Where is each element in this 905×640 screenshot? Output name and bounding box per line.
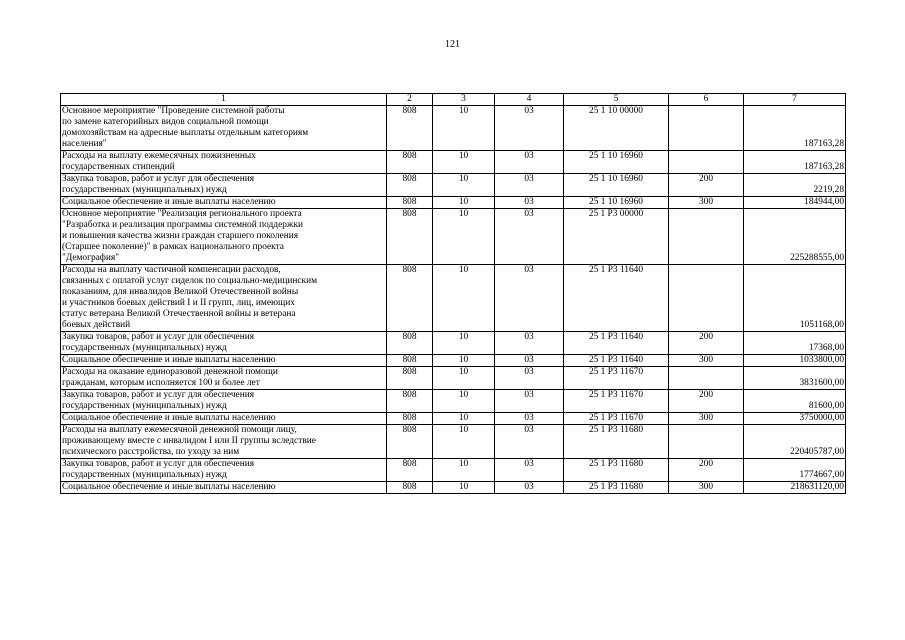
table-header-row — [61, 94, 846, 106]
table-row — [61, 390, 846, 413]
amount-cell: 187163,28 — [744, 106, 846, 151]
target-article-cell: 25 1 10 00000 — [564, 106, 669, 151]
section-cell: 10 — [433, 355, 495, 367]
expense-type-cell — [669, 425, 744, 459]
amount-cell: 1774667,00 — [744, 459, 846, 482]
table-row — [61, 197, 846, 209]
table-row — [61, 174, 846, 197]
table-row — [61, 482, 846, 494]
expense-type-cell — [669, 265, 744, 332]
admin-code-cell: 808 — [387, 390, 433, 413]
amount-cell: 220405787,00 — [744, 425, 846, 459]
table-row — [61, 425, 846, 459]
row-name-cell: Расходы на выплату частичной компенсации расходов, связанных с оплатой услуг сиделок по социально-медицинским показаниям, для инвалидов Великой Отечественной войны и участников боевых действий I и II групп, лиц, имеющих статус ветерана Великой Отечественной войны и ветерана боевых действий — [61, 265, 387, 332]
subsection-cell: 03 — [495, 425, 564, 459]
target-article-cell: 25 1 P3 11670 — [564, 390, 669, 413]
target-article-cell: 25 1 10 16960 — [564, 174, 669, 197]
section-cell: 10 — [433, 265, 495, 332]
amount-cell: 225288555,00 — [744, 209, 846, 265]
row-name-cell: Социальное обеспечение и иные выплаты населению — [61, 413, 387, 425]
target-article-cell: 25 1 P3 11670 — [564, 367, 669, 390]
budget-table — [60, 93, 846, 494]
subsection-cell: 03 — [495, 459, 564, 482]
target-article-cell: 25 1 P3 11680 — [564, 482, 669, 494]
subsection-cell: 03 — [495, 265, 564, 332]
expense-type-cell — [669, 209, 744, 265]
amount-cell: 17368,00 — [744, 332, 846, 355]
amount-cell: 218631120,00 — [744, 482, 846, 494]
section-cell: 10 — [433, 425, 495, 459]
subsection-cell: 03 — [495, 390, 564, 413]
header-cell: 6 — [669, 94, 744, 106]
expense-type-cell: 300 — [669, 482, 744, 494]
expense-type-cell: 200 — [669, 459, 744, 482]
target-article-cell: 25 1 P3 11680 — [564, 425, 669, 459]
section-cell: 10 — [433, 209, 495, 265]
target-article-cell: 25 1 P3 00000 — [564, 209, 669, 265]
section-cell: 10 — [433, 482, 495, 494]
amount-cell: 3831600,00 — [744, 367, 846, 390]
table-row — [61, 355, 846, 367]
amount-cell: 2219,28 — [744, 174, 846, 197]
admin-code-cell: 808 — [387, 482, 433, 494]
row-name-cell: Закупка товаров, работ и услуг для обеспечения государственных (муниципальных) нужд — [61, 332, 387, 355]
section-cell: 10 — [433, 367, 495, 390]
section-cell: 10 — [433, 106, 495, 151]
row-name-cell: Социальное обеспечение и иные выплаты населению — [61, 482, 387, 494]
row-name-cell: Закупка товаров, работ и услуг для обеспечения государственных (муниципальных) нужд — [61, 174, 387, 197]
header-cell: 7 — [744, 94, 846, 106]
admin-code-cell: 808 — [387, 197, 433, 209]
section-cell: 10 — [433, 174, 495, 197]
subsection-cell: 03 — [495, 197, 564, 209]
row-name-cell: Расходы на выплату ежемесячной денежной помощи лицу, проживающему вместе с инвалидом I или II группы вследствие психического расстройства, по уходу за ним — [61, 425, 387, 459]
expense-type-cell: 200 — [669, 332, 744, 355]
target-article-cell: 25 1 10 16960 — [564, 197, 669, 209]
table-row — [61, 151, 846, 174]
expense-type-cell: 300 — [669, 413, 744, 425]
target-article-cell: 25 1 P3 11640 — [564, 355, 669, 367]
section-cell: 10 — [433, 413, 495, 425]
target-article-cell: 25 1 P3 11670 — [564, 413, 669, 425]
amount-cell: 81600,00 — [744, 390, 846, 413]
subsection-cell: 03 — [495, 367, 564, 390]
row-name-cell: Расходы на оказание единоразовой денежной помощи гражданам, которым исполняется 100 и более лет — [61, 367, 387, 390]
header-cell: 5 — [564, 94, 669, 106]
row-name-cell: Социальное обеспечение и иные выплаты населению — [61, 197, 387, 209]
amount-cell: 1051168,00 — [744, 265, 846, 332]
table-row — [61, 367, 846, 390]
header-cell: 2 — [387, 94, 433, 106]
row-name-cell: Основное мероприятие "Реализация регионального проекта "Разработка и реализация программы системной поддержки и повышения качества жизни граждан старшего поколения (Старшее поколение)" в рамках национального проекта "Демография" — [61, 209, 387, 265]
table-row — [61, 459, 846, 482]
target-article-cell: 25 1 P3 11640 — [564, 332, 669, 355]
subsection-cell: 03 — [495, 413, 564, 425]
section-cell: 10 — [433, 459, 495, 482]
expense-type-cell — [669, 367, 744, 390]
expense-type-cell: 200 — [669, 174, 744, 197]
admin-code-cell: 808 — [387, 459, 433, 482]
page-number: 121 — [445, 39, 460, 50]
subsection-cell: 03 — [495, 174, 564, 197]
section-cell: 10 — [433, 151, 495, 174]
admin-code-cell: 808 — [387, 332, 433, 355]
row-name-cell: Социальное обеспечение и иные выплаты населению — [61, 355, 387, 367]
section-cell: 10 — [433, 197, 495, 209]
section-cell: 10 — [433, 332, 495, 355]
admin-code-cell: 808 — [387, 355, 433, 367]
row-name-cell: Закупка товаров, работ и услуг для обеспечения государственных (муниципальных) нужд — [61, 459, 387, 482]
admin-code-cell: 808 — [387, 413, 433, 425]
admin-code-cell: 808 — [387, 367, 433, 390]
expense-type-cell — [669, 106, 744, 151]
subsection-cell: 03 — [495, 355, 564, 367]
row-name-cell: Расходы на выплату ежемесячных пожизненных государственных стипендий — [61, 151, 387, 174]
subsection-cell: 03 — [495, 106, 564, 151]
target-article-cell: 25 1 P3 11680 — [564, 459, 669, 482]
admin-code-cell: 808 — [387, 425, 433, 459]
target-article-cell: 25 1 10 16960 — [564, 151, 669, 174]
header-cell: 3 — [433, 94, 495, 106]
target-article-cell: 25 1 P3 11640 — [564, 265, 669, 332]
table-row — [61, 332, 846, 355]
section-cell: 10 — [433, 390, 495, 413]
expense-type-cell: 300 — [669, 197, 744, 209]
table-row — [61, 265, 846, 332]
table-row — [61, 209, 846, 265]
expense-type-cell: 200 — [669, 390, 744, 413]
amount-cell: 1033800,00 — [744, 355, 846, 367]
amount-cell: 184944,00 — [744, 197, 846, 209]
amount-cell: 3750000,00 — [744, 413, 846, 425]
admin-code-cell: 808 — [387, 265, 433, 332]
subsection-cell: 03 — [495, 482, 564, 494]
admin-code-cell: 808 — [387, 174, 433, 197]
header-cell: 1 — [61, 94, 387, 106]
subsection-cell: 03 — [495, 332, 564, 355]
row-name-cell: Закупка товаров, работ и услуг для обеспечения государственных (муниципальных) нужд — [61, 390, 387, 413]
expense-type-cell — [669, 151, 744, 174]
amount-cell: 187163,28 — [744, 151, 846, 174]
row-name-cell: Основное мероприятие "Проведение системной работы по замене категорийных видов социальной помощи домохозяйствам на адресные выплаты отдельным категориям населения" — [61, 106, 387, 151]
table-row — [61, 106, 846, 151]
subsection-cell: 03 — [495, 209, 564, 265]
expense-type-cell: 300 — [669, 355, 744, 367]
admin-code-cell: 808 — [387, 106, 433, 151]
header-cell: 4 — [495, 94, 564, 106]
admin-code-cell: 808 — [387, 151, 433, 174]
subsection-cell: 03 — [495, 151, 564, 174]
table-row — [61, 413, 846, 425]
admin-code-cell: 808 — [387, 209, 433, 265]
